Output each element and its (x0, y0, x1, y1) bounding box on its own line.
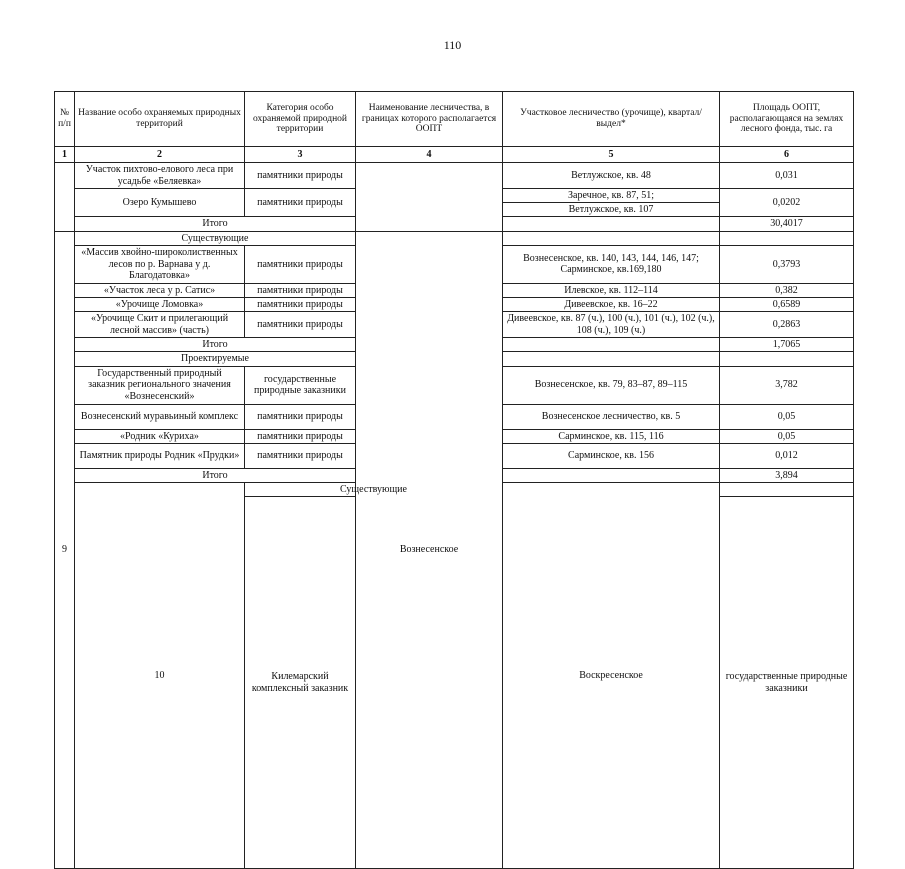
area-name: «Родник «Курихa» (75, 429, 245, 443)
area-category: памятники природы (245, 245, 356, 283)
forestry-name: Воскресенское (503, 482, 720, 868)
col-number: 4 (356, 147, 503, 163)
subsection-label: Существующие (245, 482, 503, 496)
total-area: 3,894 (720, 468, 854, 482)
subsection-label: Существующие (75, 231, 356, 245)
section-row (55, 231, 854, 245)
header-location: Участковое лесничество (урочище), квартал/выдел* (503, 92, 720, 147)
empty-cell (720, 482, 854, 496)
empty-cell (720, 352, 854, 366)
empty-cell (503, 231, 720, 245)
header-name: Название особо охраняемых природных территорий (75, 92, 245, 147)
col-number: 5 (503, 147, 720, 163)
area-location: Ветлужское, кв. 107 (503, 203, 720, 217)
area-size: 0,012 (720, 443, 854, 468)
area-location: Вознесенское лесничество, кв. 5 (503, 404, 720, 429)
column-numbers-row (55, 147, 854, 163)
area-category: памятники природы (245, 312, 356, 338)
empty-cell (503, 338, 720, 352)
area-location: Вознесенское, кв. 79, 83–87, 89–115 (503, 366, 720, 404)
area-location: Дивеевское, кв. 16–22 (503, 297, 720, 311)
area-name: Памятник природы Родник «Прудки» (75, 443, 245, 468)
area-location: Сарминское, кв. 115, 116 (503, 429, 720, 443)
empty-cell (503, 352, 720, 366)
subsection-label: Проектируемые (75, 352, 356, 366)
area-name: «Урочище Ломовка» (75, 297, 245, 311)
area-category: государственные природные заказники (720, 497, 854, 869)
area-size: 0,0202 (720, 189, 854, 217)
area-name: Килемарский комплексный заказник (245, 497, 356, 869)
section-number: 10 (75, 482, 245, 868)
area-category: памятники природы (245, 297, 356, 311)
area-size: 0,05 (720, 429, 854, 443)
area-name: Вознесенский муравьиный комплекс (75, 404, 245, 429)
area-size: 0,382 (720, 283, 854, 297)
col-number: 6 (720, 147, 854, 163)
area-category: памятники природы (245, 189, 356, 217)
total-area: 30,4017 (720, 217, 854, 231)
area-size: 0,031 (720, 163, 854, 189)
row-number-cell (55, 163, 75, 232)
area-size: 0,05 (720, 404, 854, 429)
section-row (55, 482, 854, 496)
header-category: Категория особо охраняемой природной территории (245, 92, 356, 147)
area-name: Государственный природный заказник регионального значения «Вознесенский» (75, 366, 245, 404)
area-category: государственные природные заказники (245, 366, 356, 404)
empty-cell (503, 468, 720, 482)
area-location: Сарминское, кв. 156 (503, 443, 720, 468)
area-size: 0,6589 (720, 297, 854, 311)
area-category: памятники природы (245, 163, 356, 189)
area-location: Илевское, кв. 112–114 (503, 283, 720, 297)
section-number: 9 (55, 231, 75, 869)
area-size: 0,2863 (720, 312, 854, 338)
area-location: Ветлужское, кв. 48 (503, 163, 720, 189)
area-location: Вознесенское, кв. 140, 143, 144, 146, 147; Сарминское, кв.169,180 (503, 245, 720, 283)
area-name: Озеро Кумышево (75, 189, 245, 217)
total-label: Итого (75, 338, 356, 352)
area-name: «Урочище Скит и прилегающий лесной массив» (часть) (75, 312, 245, 338)
area-size: 0,3793 (720, 245, 854, 283)
area-category: памятники природы (245, 404, 356, 429)
forestry-cell (356, 163, 503, 232)
area-category: памятники природы (245, 443, 356, 468)
empty-cell (503, 217, 720, 231)
col-number: 3 (245, 147, 356, 163)
protected-areas-table (54, 91, 854, 869)
area-size: 3,782 (720, 366, 854, 404)
area-name: «Участок леса у р. Сатис» (75, 283, 245, 297)
col-number: 2 (75, 147, 245, 163)
total-label: Итого (75, 217, 356, 231)
area-name: «Массив хвойно-широколиственных лесов по р. Варнава у д. Благодатовка» (75, 245, 245, 283)
forestry-name: Вознесенское (356, 231, 503, 869)
total-label: Итого (75, 468, 356, 482)
table-header-row (55, 92, 854, 147)
header-area: Площадь ООПТ, располагающаяся на землях лесного фонда, тыс. га (720, 92, 854, 147)
header-number: № п/п (55, 92, 75, 147)
total-area: 1,7065 (720, 338, 854, 352)
header-forestry: Наименование лесничества, в границах которого располагается ООПТ (356, 92, 503, 147)
area-name: Участок пихтово-елового леса при усадьбе «Беляевка» (75, 163, 245, 189)
area-category: памятники природы (245, 429, 356, 443)
col-number: 1 (55, 147, 75, 163)
area-location: Заречное, кв. 87, 51; (503, 189, 720, 203)
table-row (55, 163, 854, 189)
page-number: 110 (443, 38, 462, 52)
area-location: Дивеевское, кв. 87 (ч.), 100 (ч.), 101 (ч.), 102 (ч.), 108 (ч.), 109 (ч.) (503, 312, 720, 338)
empty-cell (720, 231, 854, 245)
area-category: памятники природы (245, 283, 356, 297)
